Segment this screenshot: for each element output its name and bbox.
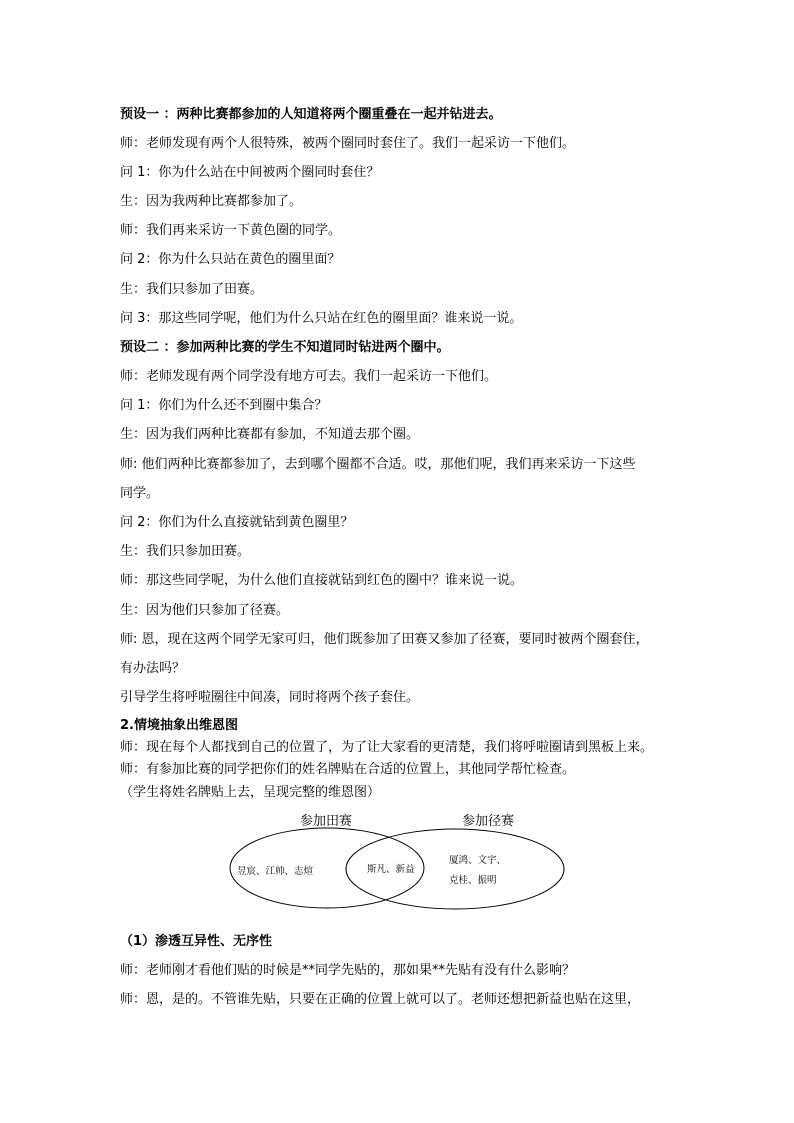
text-line: 问 2：你为什么只站在黄色的圈里面？: [120, 252, 341, 267]
text-line: 生：因为他们只参加了径赛。: [120, 603, 290, 618]
text-line: 问 3：那这些同学呢，他们为什么只站在红色的圈里面？谁来说一说。: [120, 311, 523, 326]
text-line: 生：因为我们两种比赛都有参加，不知道去那个圈。: [120, 427, 420, 442]
text-line: 问 2：你们为什么直接就钻到黄色圈里？: [120, 515, 354, 530]
text-line: 问 1：你为什么站在中间被两个圈同时套住？: [120, 165, 380, 180]
text-line: 生：因为我两种比赛都参加了。: [120, 194, 303, 209]
text-line: 师：老师刚才看他们贴的时候是**同学先贴的，那如果**先贴有没有什么影响？: [120, 963, 576, 978]
venn-left-label: 参加田赛: [300, 814, 353, 829]
text-line: 师: 恩，现在这两个同学无家可归，他们既参加了田赛又参加了径赛，要同时被两个圈套住，: [120, 632, 649, 647]
venn-right-names-line1: 厦鸿、文宇、: [449, 855, 507, 866]
preset-two-heading: 预设二 ：参加两种比赛的学生不知道同时钻进两个圈中。: [120, 340, 450, 355]
section-heading: 2.情境抽象出维恩图: [120, 718, 238, 733]
text-line: 师：老师发现有两个同学没有地方可去。我们一起采访一下他们。: [120, 369, 498, 384]
text-line: 师：老师发现有两个人很特殊，被两个圈同时套住了。我们一起采访一下他们。: [120, 136, 576, 151]
venn-right-names-line2: 克桂、振明: [449, 875, 497, 886]
venn-intersection-names: 斯凡、新益: [367, 864, 415, 875]
text-line: 引导学生将呼啦圈往中间凑，同时将两个孩子套住。: [120, 690, 420, 705]
text-line: 有办法吗？: [120, 661, 186, 676]
text-line: 师: 他们两种比赛都参加了，去到哪个圈都不合适。哎，那他们呢，我们再来采访一下这些: [120, 457, 636, 472]
text-line: 师：那这些同学呢，为什么他们直接就钻到红色的圈中？谁来说一说。: [120, 573, 524, 588]
venn-left-names: 昱宸、江帅、志煊: [237, 866, 314, 877]
text-line: 师：我们再来采访一下黄色圈的同学。: [120, 223, 342, 238]
subsection-heading: （1）渗透互异性、无序性: [120, 934, 273, 949]
text-line: 师：现在每个人都找到自己的位置了，为了让大家看的更清楚，我们将呼啦圈请到黑板上来。: [120, 740, 654, 755]
text-line: 生：我们只参加田赛。: [120, 544, 251, 559]
text-line: （学生将姓名牌贴上去，呈现完整的维恩图）: [120, 785, 381, 800]
text-line: 师：有参加比赛的同学把你们的姓名牌贴在合适的位置上，其他同学帮忙检查。: [120, 762, 576, 777]
text-line: 问 1：你们为什么还不到圈中集合？: [120, 398, 328, 413]
text-line: 生：我们只参加了田赛。: [120, 282, 264, 297]
preset-one-heading: 预设一 ：两种比赛都参加的人知道将两个圈重叠在一起并钻进去。: [120, 107, 502, 122]
venn-right-label: 参加径赛: [462, 814, 515, 829]
text-line: 师：恩，是的。不管谁先贴，只要在正确的位置上就可以了。老师还想把新益也贴在这里，: [120, 992, 641, 1007]
text-line: 同学。: [120, 486, 160, 501]
